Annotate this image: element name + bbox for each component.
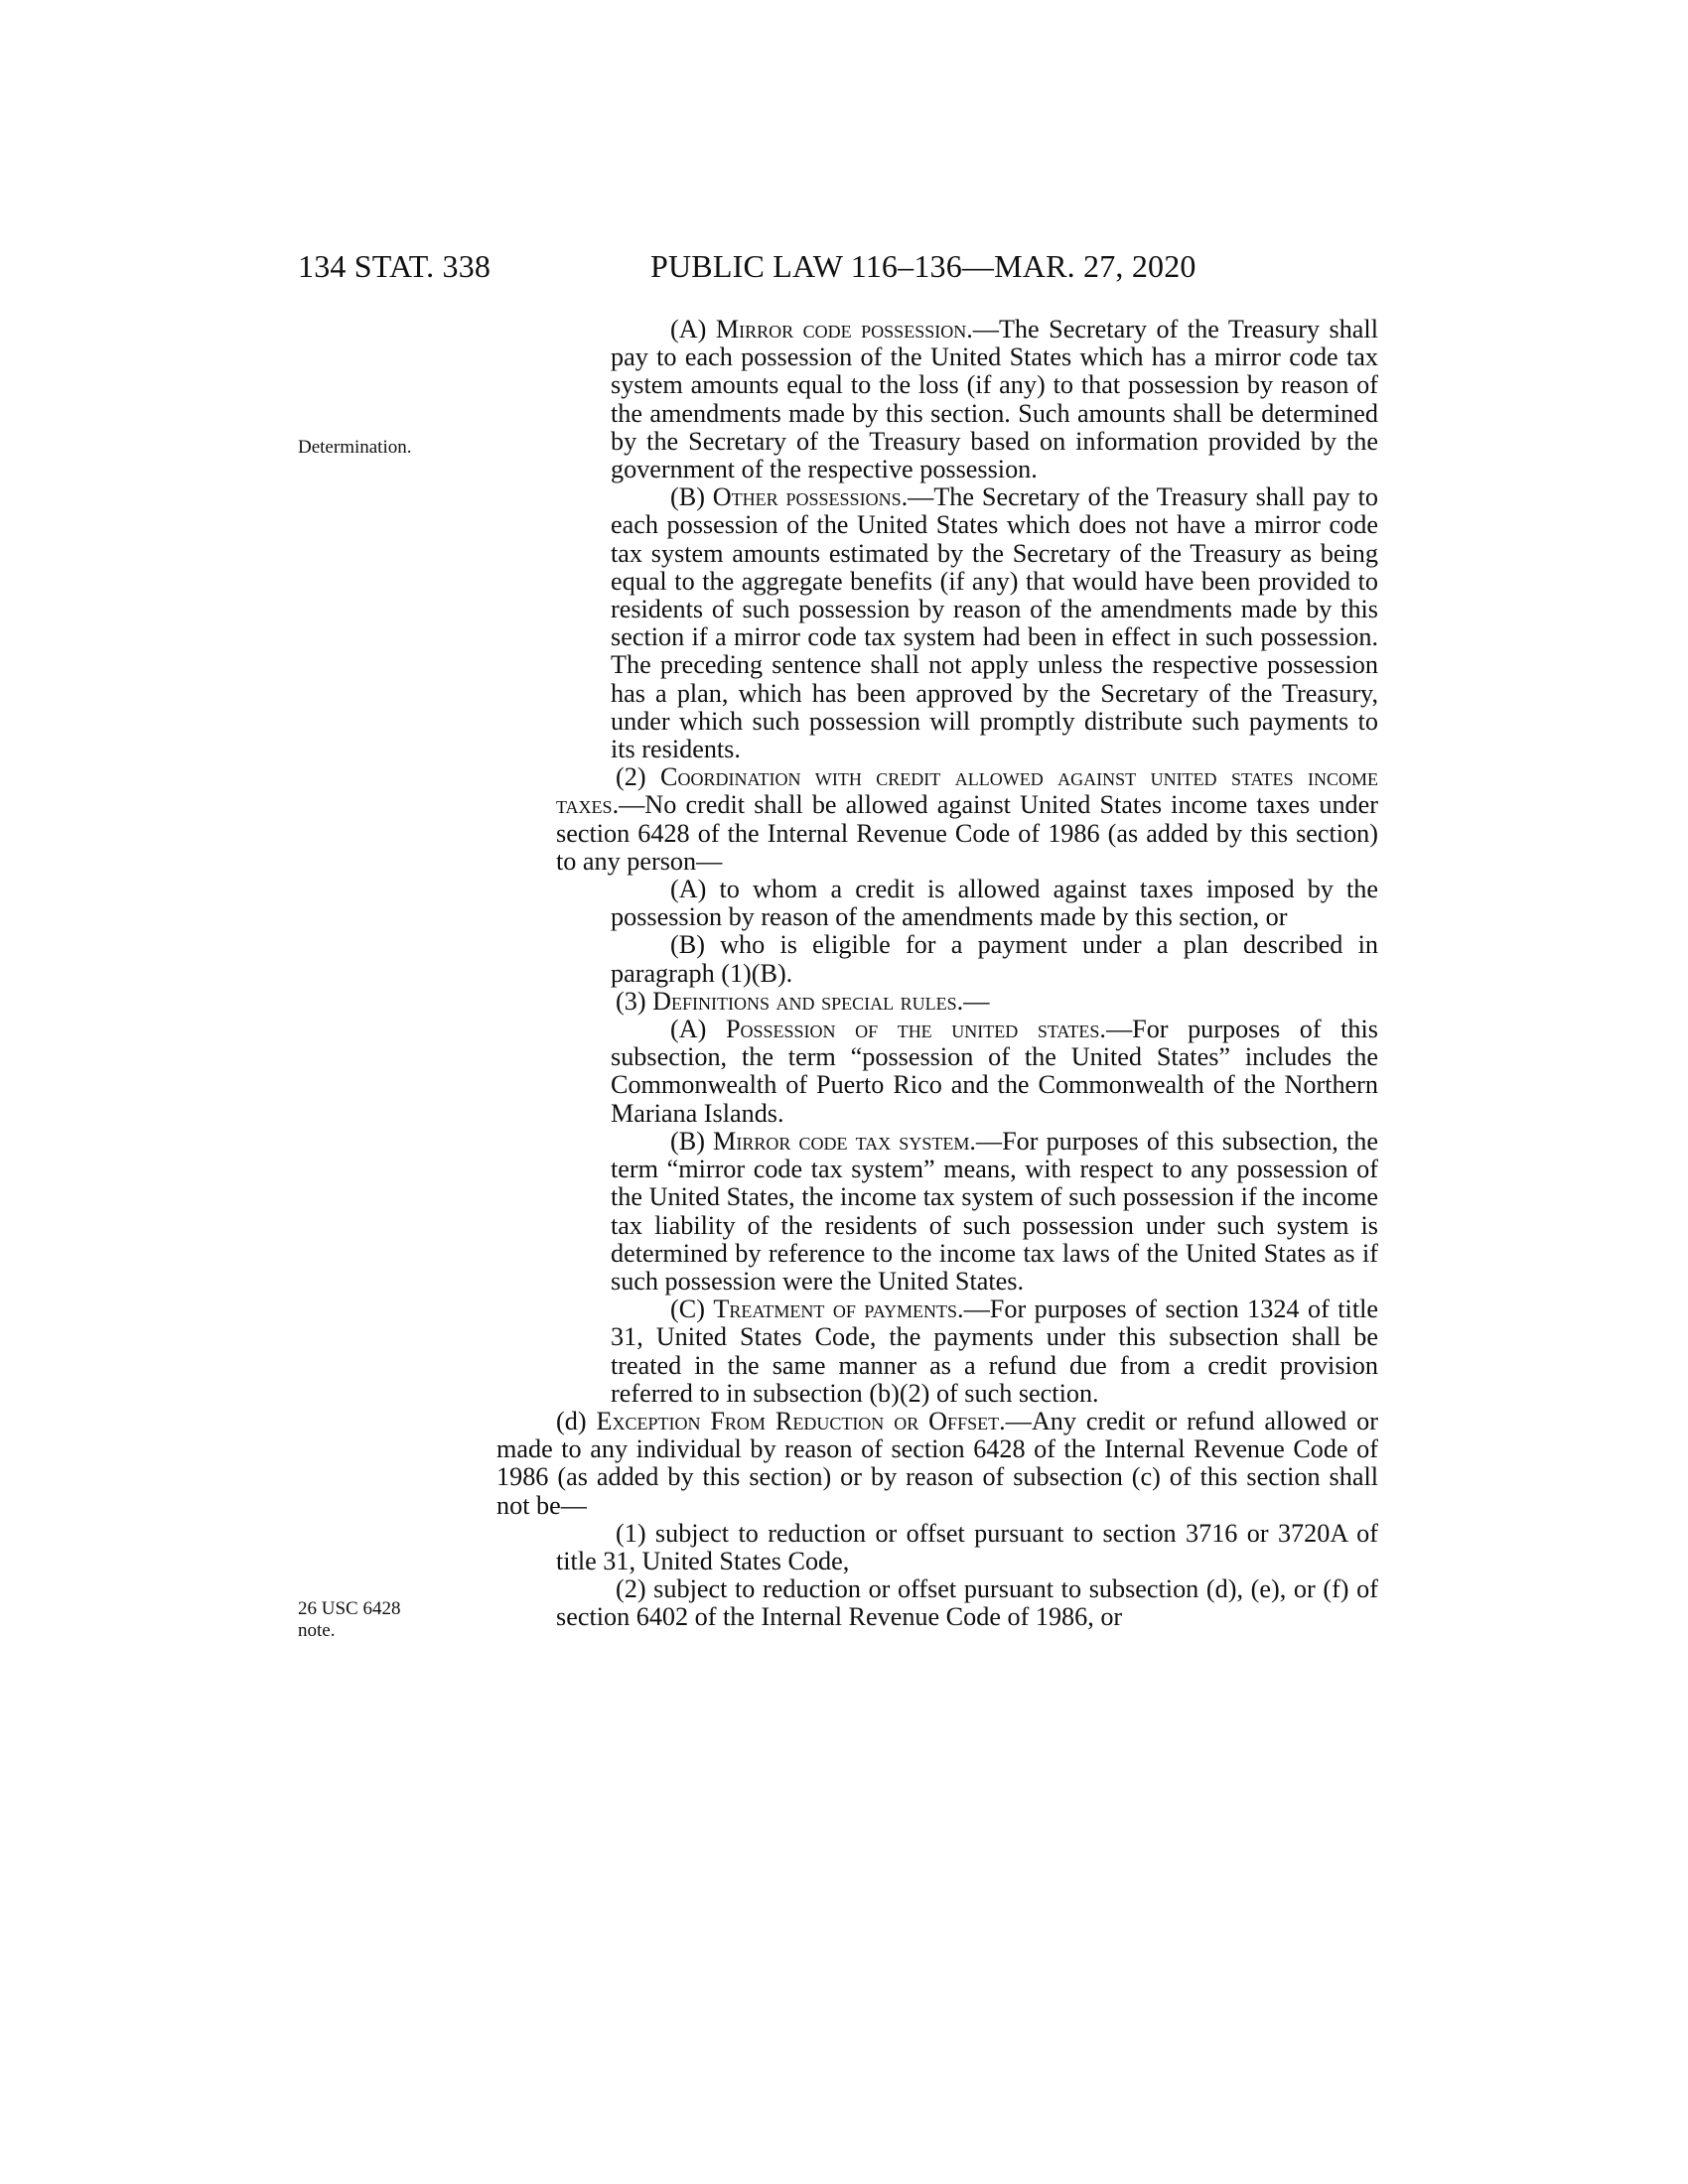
paragraph-text: .—The Secretary of the Treasury shall pay to each possession of the United States which has a mirror code tax system amounts equal to the loss (if any) to that possession by reason of the amendments made by this section. Such amounts shall be determined by the Secretary of the Treasury based on information provided by the government of the respective possession. <box>611 315 1378 484</box>
paragraph-2 <box>496 763 1378 876</box>
paragraph-text: .—For purposes of section 1324 of title 31, United States Code, the payments under this subsection shall be treated in the same manner as a refund due from a credit provision referred to in subsection (b)(2) of such section. <box>611 1295 1378 1408</box>
statute-body <box>496 316 1378 1632</box>
paragraph-label: (B) <box>670 482 713 512</box>
paragraph-label: (C) <box>670 1295 714 1324</box>
paragraph-1-a <box>496 316 1378 483</box>
paragraph-heading: Possession of the united states <box>725 1015 1100 1044</box>
margin-note-usc-line: 26 USC 6428 <box>298 1598 401 1619</box>
paragraph-label: (d) <box>556 1406 597 1435</box>
paragraph-label: (3) <box>616 986 653 1016</box>
paragraph-2-a: (A) to whom a credit is allowed against taxes imposed by the possession by reason of the amendments made by this section, or <box>611 875 1378 932</box>
margin-note-determination: Determination. <box>298 437 412 458</box>
paragraph-label: (2) <box>616 762 660 792</box>
margin-note-usc-citation <box>298 1598 400 1642</box>
paragraph-text: .—For purposes of this subsection, the term “possession of the United States” includes the Commonwealth of Puerto Rico and the Commonwealth of the Northern Mariana Islands. <box>611 1015 1378 1128</box>
paragraph-heading: Mirror code possession <box>715 315 967 343</box>
paragraph-heading: Treatment of payments <box>713 1295 958 1324</box>
subsection-d-paragraph-1: (1) subject to reduction or offset pursuant to section 3716 or 3720A of title 31, United States Code, <box>556 1518 1378 1575</box>
paragraph-3-c <box>496 1296 1378 1408</box>
paragraph-label: (A) <box>670 1015 726 1044</box>
paragraph-text: .—The Secretary of the Treasury shall pay to each possession of the United States which does not have a mirror code tax system amounts estimated by the Secretary of the Treasury as being equal to the aggregate benefits (if any) that would have been provided to residents of such possession by reason of the amendments made by this section if a mirror code tax system had been in effect in such possession. The preceding sentence shall not apply unless the respective possession has a plan, which has been approved by the Secretary of the Treasury, under which such possession will promptly distribute such payments to its residents. <box>611 482 1378 764</box>
paragraph-label: (B) <box>670 1126 714 1156</box>
paragraph-heading: Mirror code tax system <box>713 1126 970 1156</box>
paragraph-heading: Exception From Reduction or Offset <box>596 1406 1000 1435</box>
paragraph-heading: Coordination with credit allowed against united states income taxes <box>556 762 1378 820</box>
paragraph-text: .—Any credit or refund allowed or made to any individual by reason of section 6428 of the Internal Revenue Code of 1986 (as added by this section) or by reason of subsection (c) of this section shall not be— <box>496 1406 1378 1520</box>
paragraph-1-b <box>496 483 1378 763</box>
statute-page-reference: 134 STAT. 338 <box>298 248 492 284</box>
paragraph-text: .—For purposes of this subsection, the term “mirror code tax system” means, with respect to any possession of the United States, the income tax system of such possession if the income tax liability of the residents of such possession under such system is determined by reference to the income tax laws of the United States as if such possession were the United States. <box>611 1126 1378 1296</box>
paragraph-3-a <box>496 1016 1378 1128</box>
paragraph-text: .— <box>956 986 990 1016</box>
paragraph-label: (A) <box>670 315 716 343</box>
paragraph-3 <box>496 988 1378 1016</box>
subsection-d <box>496 1408 1378 1520</box>
margin-note-usc-line: note. <box>298 1620 336 1641</box>
paragraph-text: .—No credit shall be allowed against United States income taxes under section 6428 of the Internal Revenue Code of 1986 (as added by this section) to any person— <box>556 790 1378 876</box>
paragraph-heading: Definitions and special rules <box>652 986 957 1016</box>
page-title: PUBLIC LAW 116–136—MAR. 27, 2020 <box>650 248 1196 284</box>
paragraph-heading: Other possessions <box>712 482 902 512</box>
paragraph-3-b <box>496 1128 1378 1296</box>
subsection-d-paragraph-2: (2) subject to reduction or offset pursuant to subsection (d), (e), or (f) of section 6402 of the Internal Revenue Code of 1986, or <box>556 1574 1378 1632</box>
paragraph-2-b: (B) who is eligible for a payment under a plan described in paragraph (1)(B). <box>611 930 1378 988</box>
